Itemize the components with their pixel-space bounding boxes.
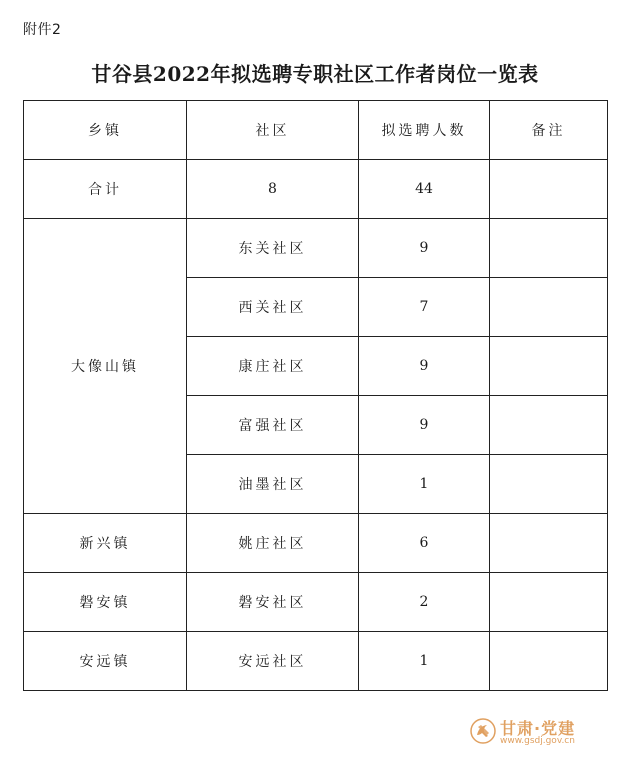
note-cell [490,514,608,573]
total-note [490,160,608,219]
community-cell: 安远社区 [187,632,359,691]
community-cell: 姚庄社区 [187,514,359,573]
community-cell: 油墨社区 [187,455,359,514]
column-header-count: 拟选聘人数 [359,101,490,160]
page-title: 甘谷县2022年拟选聘专职社区工作者岗位一览表 [91,62,539,86]
table-row [24,219,608,278]
table-row [24,514,608,573]
count-cell: 1 [359,455,490,514]
total-count: 44 [359,160,490,219]
community-cell: 东关社区 [187,219,359,278]
note-cell [490,573,608,632]
note-cell [490,219,608,278]
note-cell [490,455,608,514]
party-emblem-icon [470,718,496,744]
count-cell: 6 [359,514,490,573]
column-header-town: 乡镇 [24,101,187,160]
total-label: 合计 [24,160,187,219]
community-cell: 康庄社区 [187,337,359,396]
total-communities: 8 [187,160,359,219]
table-row [24,573,608,632]
note-cell [490,337,608,396]
count-cell: 2 [359,573,490,632]
positions-table [23,100,608,691]
table-header-row [24,101,608,160]
count-cell: 9 [359,396,490,455]
count-cell: 9 [359,219,490,278]
watermark-text: 甘肃·党建 [500,719,576,738]
watermark-logo [470,716,610,750]
note-cell [490,278,608,337]
count-cell: 9 [359,337,490,396]
count-cell: 7 [359,278,490,337]
town-cell: 安远镇 [24,632,187,691]
community-cell: 磐安社区 [187,573,359,632]
watermark-url: www.gsdj.gov.cn [500,736,575,746]
total-row [24,160,608,219]
note-cell [490,396,608,455]
community-cell: 富强社区 [187,396,359,455]
count-cell: 1 [359,632,490,691]
note-cell [490,632,608,691]
community-cell: 西关社区 [187,278,359,337]
table-row [24,632,608,691]
column-header-community: 社区 [187,101,359,160]
town-cell: 新兴镇 [24,514,187,573]
town-cell: 磐安镇 [24,573,187,632]
column-header-note: 备注 [490,101,608,160]
town-cell: 大像山镇 [24,219,187,514]
attachment-label: 附件2 [23,22,62,38]
